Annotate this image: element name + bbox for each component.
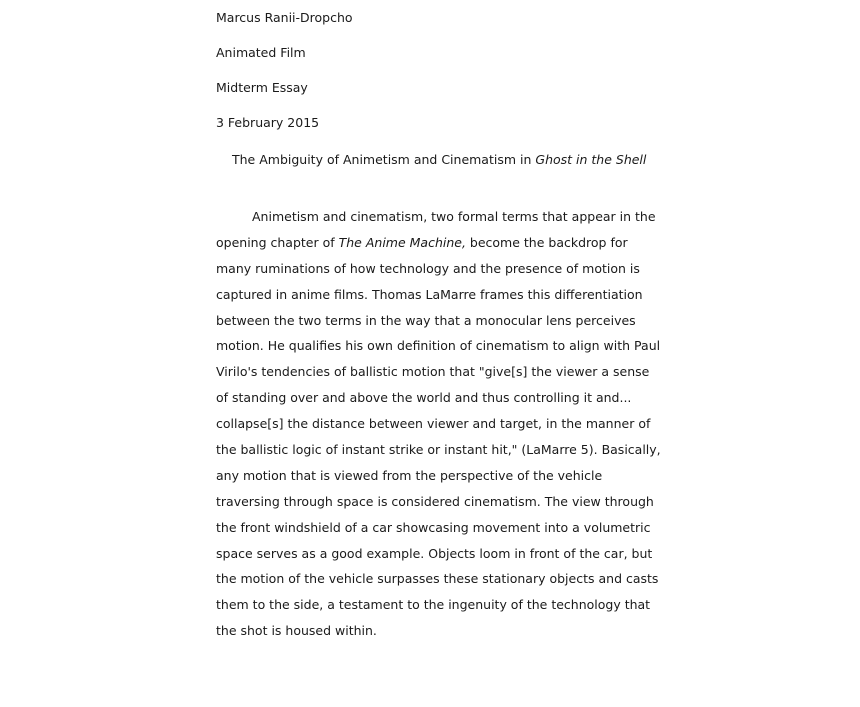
paragraph-line: collapse[s] the distance between viewer and target, in the manner of xyxy=(216,416,651,432)
line-text: opening chapter of xyxy=(216,234,339,250)
book-title: The Anime Machine, xyxy=(338,234,466,250)
paragraph-line: motion. He qualifies his own definition of cinematism to align with Paul xyxy=(216,338,661,354)
paragraph-line: the motion of the vehicle surpasses these stationary objects and casts xyxy=(216,571,659,587)
paragraph-line: of standing over and above the world and thus controlling it and... xyxy=(216,390,632,406)
paragraph-line: captured in anime films. Thomas LaMarre frames this differentiation xyxy=(216,286,643,302)
paragraph-line: Virilo's tendencies of ballistic motion that "give[s] the viewer a sense xyxy=(216,364,650,380)
paragraph-line: space serves as a good example. Objects loom in front of the car, but xyxy=(216,545,653,561)
course-name: Animated Film xyxy=(216,45,306,60)
paragraph-line: Animetism and cinematism, two formal terms that appear in the xyxy=(252,209,656,224)
paragraph-line: the front windshield of a car showcasing movement into a volumetric xyxy=(216,519,651,535)
paragraph-line xyxy=(216,230,856,256)
paragraph-line: them to the side, a testament to the ingenuity of the technology that xyxy=(216,597,651,613)
title-film-name: Ghost in the Shell xyxy=(535,152,647,167)
essay-date: 3 February 2015 xyxy=(216,115,320,130)
essay-body xyxy=(216,204,856,644)
paragraph-line: the shot is housed within. xyxy=(216,623,377,639)
paragraph-line: traversing through space is considered cinematism. The view through xyxy=(216,493,654,509)
paragraph-line: the ballistic logic of instant strike or instant hit," (LaMarre 5). Basically, xyxy=(216,442,661,458)
title-text: The Ambiguity of Animetism and Cinematism in xyxy=(232,152,536,167)
assignment-name: Midterm Essay xyxy=(216,80,308,95)
author-name: Marcus Ranii-Dropcho xyxy=(216,10,353,25)
line-text: become the backdrop for xyxy=(465,234,628,250)
paragraph-line: any motion that is viewed from the perspective of the vehicle xyxy=(216,467,603,483)
paragraph-line: many ruminations of how technology and the presence of motion is xyxy=(216,260,640,276)
essay-title xyxy=(232,152,646,168)
paragraph-line: between the two terms in the way that a monocular lens perceives xyxy=(216,312,636,328)
